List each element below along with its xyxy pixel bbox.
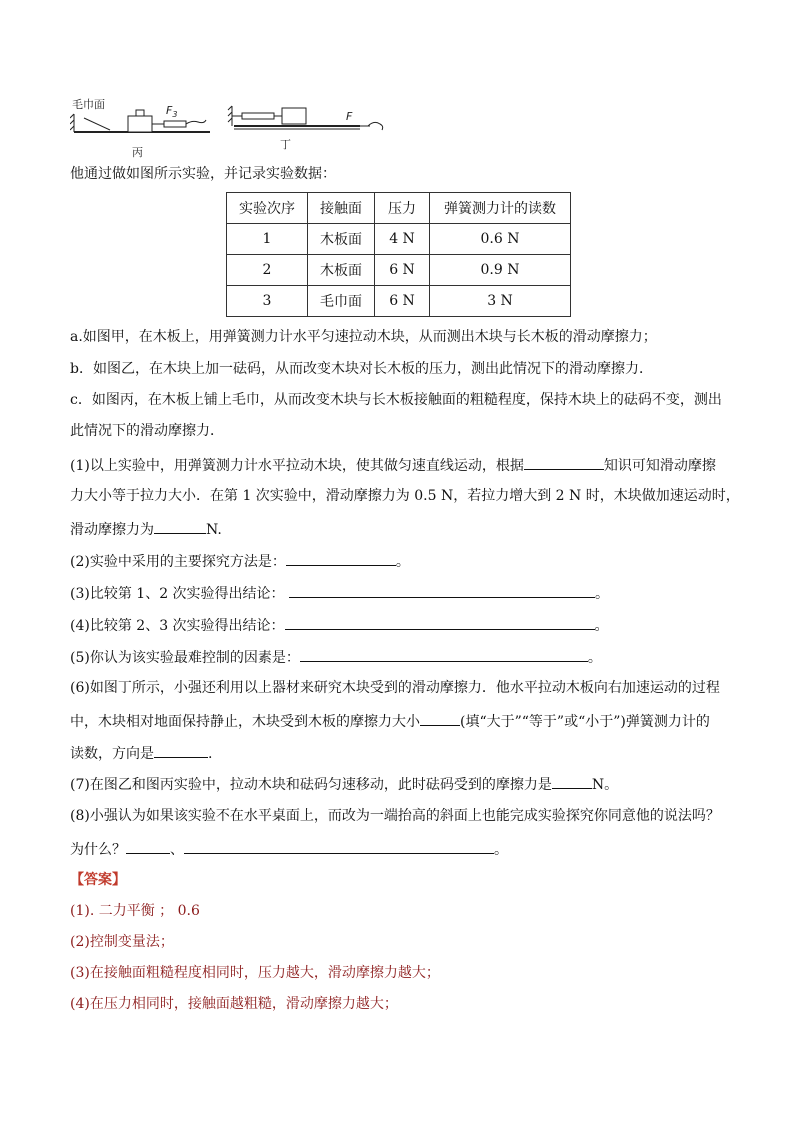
- towel-label: 毛巾面: [72, 98, 105, 111]
- answer-blank[interactable]: [154, 742, 208, 758]
- question-4: (4)比较第 2、3 次实验得出结论： 。: [70, 614, 609, 636]
- table-cell: 0.6 N: [430, 224, 571, 255]
- step-b: b．如图乙，在木块上加一砝码，从而改变木块对长木板的压力，测出此情况下的滑动摩擦力．: [70, 361, 653, 377]
- answer-blank[interactable]: [184, 838, 494, 854]
- question-3: (3)比较第 1、2 次实验得出结论： 。: [70, 582, 609, 604]
- step-c-line1: c．如图丙，在木板上铺上毛巾，从而改变木块与长木板接触面的粗糙程度，保持木块上的砝码不变，测出: [70, 392, 722, 408]
- answer-blank[interactable]: [285, 614, 595, 630]
- table-cell: 木板面: [308, 224, 375, 255]
- table-cell: 木板面: [308, 255, 375, 286]
- intro-text: 他通过做如图所示实验，并记录实验数据：: [70, 166, 336, 182]
- table-header: 实验次序: [227, 193, 308, 224]
- table-cell: 3: [227, 286, 308, 317]
- data-table: [226, 192, 571, 317]
- answer-blank[interactable]: [300, 646, 588, 662]
- question-5: (5)你认为该实验最难控制的因素是： 。: [70, 646, 602, 668]
- question-7: (7)在图乙和图丙实验中，拉动木块和砝码匀速移动，此时砝码受到的摩擦力是 N。: [70, 773, 618, 795]
- experiment-figure: [70, 96, 390, 160]
- table-cell: 3 N: [430, 286, 571, 317]
- table-row: [227, 286, 571, 317]
- step-a: a.如图甲，在木板上，用弹簧测力计水平匀速拉动木块，从而测出木块与长木板的滑动摩擦力；: [70, 329, 657, 345]
- figure-bing: [70, 110, 210, 132]
- question-1-line2: 力大小等于拉力大小．在第 1 次实验中，滑动摩擦力为 0.5 N，若拉力增大到 2 N 时，木块做加速运动时，: [70, 488, 740, 504]
- table-cell: 2: [227, 255, 308, 286]
- answer-blank[interactable]: [420, 710, 460, 726]
- table-cell: 1: [227, 224, 308, 255]
- question-6-line1: (6)如图丁所示，小强还利用以上器材来研究木块受到的滑动摩擦力．他水平拉动木板向右加速运动的过程: [70, 680, 720, 696]
- force-f-label: F: [346, 110, 353, 123]
- answer-1: (1). 二力平衡 ； 0.6: [70, 903, 200, 919]
- figure-ding: [228, 106, 383, 130]
- table-header: 接触面: [308, 193, 375, 224]
- answer-heading: 【答案】: [70, 872, 126, 888]
- answer-blank[interactable]: [154, 518, 206, 534]
- figure-bing-label: 丙: [132, 146, 143, 159]
- force-f3-label: $F_3$: [166, 104, 178, 120]
- table-header: 弹簧测力计的读数: [430, 193, 571, 224]
- question-8-line1: (8)小强认为如果该实验不在水平桌面上，而改为一端抬高的斜面上也能完成实验探究你同意他的说法吗？: [70, 808, 720, 824]
- answer-blank[interactable]: [286, 550, 396, 566]
- table-cell: 4 N: [375, 224, 430, 255]
- table-row: [227, 224, 571, 255]
- answer-3: (3)在接触面粗糙程度相同时，压力越大，滑动摩擦力越大；: [70, 965, 440, 981]
- table-row: [227, 255, 571, 286]
- step-c-line2: 此情况下的滑动摩擦力．: [70, 423, 224, 439]
- table-cell: 6 N: [375, 255, 430, 286]
- table-cell: 0.9 N: [430, 255, 571, 286]
- table-header: 压力: [375, 193, 430, 224]
- question-8-line2: 为什么？ 、 。: [70, 838, 508, 860]
- question-6-line3: 读数，方向是 .: [70, 742, 212, 764]
- answer-blank[interactable]: [552, 773, 592, 789]
- question-1-line1: (1)以上实验中，用弹簧测力计水平拉动木块，使其做匀速直线运动，根据 知识可知滑动摩擦: [70, 454, 716, 476]
- question-6-line2: 中，木块相对地面保持静止，木块受到木板的摩擦力大小 (填“大于”“等于”或“小于”)弹簧测力计的: [70, 710, 710, 732]
- answer-blank[interactable]: [289, 582, 595, 598]
- question-1-line3: 滑动摩擦力为 N.: [70, 518, 222, 540]
- answer-2: (2)控制变量法；: [70, 934, 174, 950]
- figure-drawing: [70, 96, 390, 160]
- table-cell: 毛巾面: [308, 286, 375, 317]
- answer-4: (4)在压力相同时，接触面越粗糙，滑动摩擦力越大；: [70, 996, 398, 1012]
- answer-blank[interactable]: [524, 454, 604, 470]
- table-header-row: [227, 193, 571, 224]
- answer-blank[interactable]: [126, 838, 170, 854]
- question-2: (2)实验中采用的主要探究方法是： 。: [70, 550, 410, 572]
- table-cell: 6 N: [375, 286, 430, 317]
- figure-ding-label: 丁: [280, 138, 291, 151]
